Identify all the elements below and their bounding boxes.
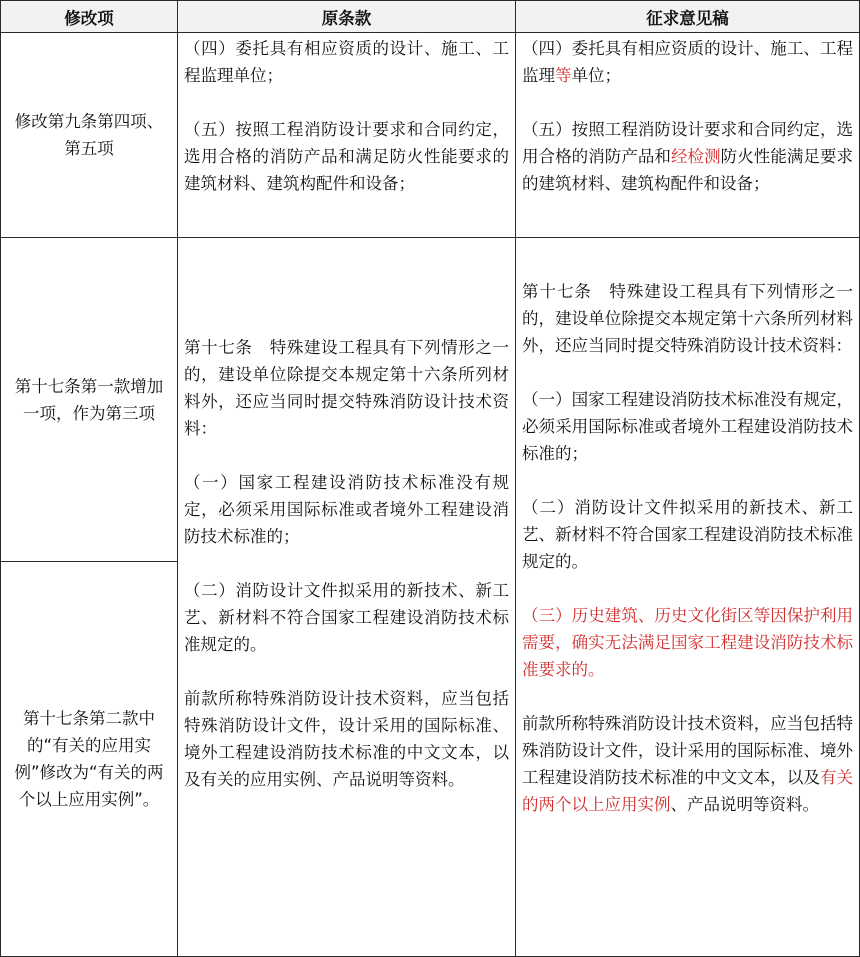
row1-modification-text: 修改第九条第四项、第五项 bbox=[14, 112, 164, 158]
header-modification-item: 修改项 bbox=[0, 0, 178, 33]
draft-item5-tail: 防火性能满足要求的建筑材料、建筑构配件和设备； bbox=[522, 147, 854, 193]
original-article17-paragraph2: 前款所称特殊消防设计技术资料，应当包括特殊消防设计文件，设计采用的国际标准、境外工程建设消防技术标准的中文文本，以及有关的应用实例、产品说明等资料。 bbox=[184, 689, 509, 789]
original-item5: （五）按照工程消防设计要求和合同约定，选用合格的消防产品和满足防火性能要求的建筑材料、建筑构配件和设备； bbox=[184, 120, 509, 193]
draft-paragraph2-tail: 、产品说明等资料。 bbox=[670, 795, 819, 814]
row1-original bbox=[177, 32, 516, 238]
draft-article17-item2: （二）消防设计文件拟采用的新技术、新工艺、新材料不符合国家工程建设消防技术标准规定的。 bbox=[522, 498, 853, 571]
original-article17-item2: （二）消防设计文件拟采用的新技术、新工艺、新材料不符合国家工程建设消防技术标准规定的。 bbox=[184, 581, 509, 654]
original-article17: 第十七条 特殊建设工程具有下列情形之一的，建设单位除提交本规定第十六条所列材料外，还应当同时提交特殊消防设计技术资料： bbox=[184, 338, 509, 438]
draft-paragraph2-change: 有关的两个以上应用实例 bbox=[522, 768, 854, 814]
row2-draft bbox=[515, 237, 860, 957]
header-original-clause: 原条款 bbox=[177, 0, 516, 33]
draft-item4-change: 等 bbox=[555, 66, 572, 85]
row2-modification bbox=[0, 237, 178, 562]
row2-modification-text: 第十七条第一款增加一项，作为第三项 bbox=[14, 376, 164, 423]
row1-modification bbox=[0, 32, 178, 238]
row3-modification bbox=[0, 561, 178, 957]
draft-item5-text: （五）按照工程消防设计要求和合同约定，选用合格的消防产品和 bbox=[522, 120, 853, 166]
row2-original bbox=[177, 237, 516, 957]
header-draft-for-comment: 征求意见稿 bbox=[515, 0, 860, 33]
draft-item5 bbox=[522, 116, 853, 197]
draft-article17-paragraph2 bbox=[522, 710, 853, 818]
draft-article17-item1: （一）国家工程建设消防技术标准没有规定，必须采用国际标准或者境外工程建设消防技术标准的； bbox=[522, 390, 853, 463]
draft-article17-item3-new: （三）历史建筑、历史文化街区等因保护利用需要，确实无法满足国家工程建设消防技术标准要求的。 bbox=[522, 606, 853, 679]
draft-item5-change: 经检测 bbox=[670, 147, 721, 166]
original-item4: （四）委托具有相应资质的设计、施工、工程监理单位； bbox=[184, 39, 509, 85]
row3-modification-text: 第十七条第二款中的“有关的应用实例”修改为“有关的两个以上应用实例”。 bbox=[14, 709, 164, 809]
draft-item4-tail: 单位； bbox=[571, 66, 621, 85]
draft-article17: 第十七条 特殊建设工程具有下列情形之一的，建设单位除提交本规定第十六条所列材料外，还应当同时提交特殊消防设计技术资料： bbox=[522, 282, 853, 355]
draft-item4 bbox=[522, 35, 853, 89]
draft-paragraph2-text: 前款所称特殊消防设计技术资料，应当包括特殊消防设计文件，设计采用的国际标准、境外工程建设消防技术标准的中文文本，以及 bbox=[522, 714, 853, 787]
row1-draft bbox=[515, 32, 860, 238]
draft-item4-text: （四）委托具有相应资质的设计、施工、工程监理 bbox=[522, 39, 853, 85]
original-article17-item1: （一）国家工程建设消防技术标准没有规定，必须采用国际标准或者境外工程建设消防技术标准的； bbox=[184, 473, 509, 546]
